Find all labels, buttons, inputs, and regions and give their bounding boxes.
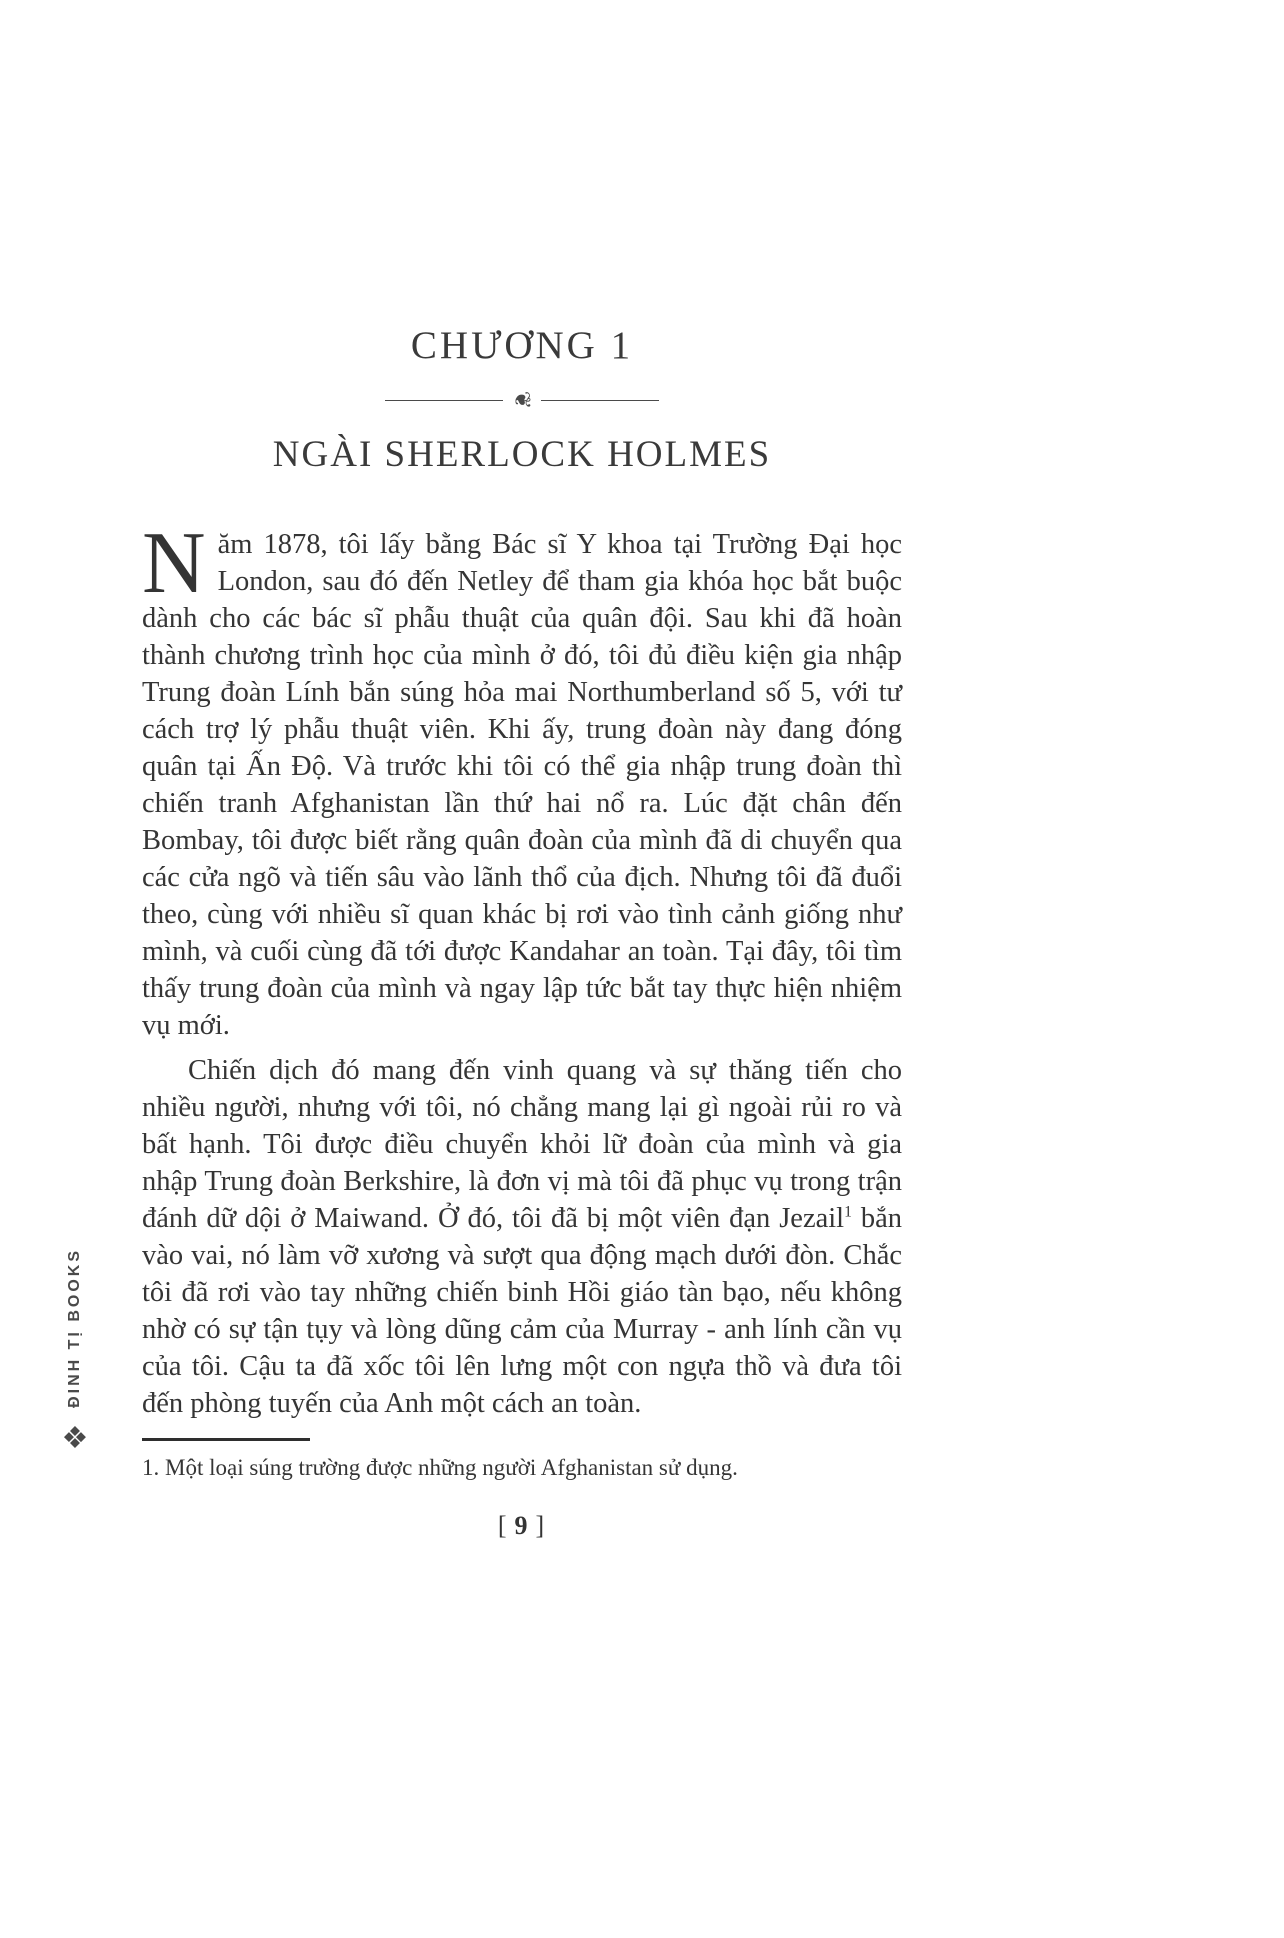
divider-line-right bbox=[541, 400, 659, 401]
floral-ornament-icon: ❦ bbox=[510, 390, 535, 410]
page-number bbox=[142, 1511, 902, 1541]
section-divider bbox=[142, 389, 902, 411]
paragraph-2-text-after: bắn vào vai, nó làm vỡ xương và sượt qua động mạch dưới đòn. Chắc tôi đã rơi vào tay những chiến binh Hồi giáo tàn bạo, nếu không nhờ có sự tận tụy và lòng dũng cảm của Murray - anh lính cần vụ của tôi. Cậu ta đã xốc tôi lên lưng một con ngựa thồ và đưa tôi đến phòng tuyến của Anh một cách an toàn. bbox=[142, 1202, 902, 1419]
publisher-logo-icon: ❖ bbox=[61, 1421, 89, 1455]
footnote-rule bbox=[142, 1438, 310, 1441]
page-number-value: 9 bbox=[514, 1510, 530, 1540]
chapter-label: CHƯƠNG 1 bbox=[410, 324, 634, 367]
divider-line-left bbox=[385, 400, 503, 401]
body-text bbox=[142, 514, 902, 1422]
footnote-reference: 1 bbox=[844, 1203, 852, 1221]
page-number-bracket-right: ] bbox=[535, 1510, 547, 1540]
footnote-block bbox=[142, 1438, 902, 1483]
drop-cap: N bbox=[142, 514, 206, 612]
chapter-title: NGÀI SHERLOCK HOLMES bbox=[272, 434, 772, 475]
publisher-vertical-label: ĐINH TỊ BOOKS bbox=[66, 1248, 83, 1408]
text-column bbox=[142, 0, 902, 1541]
paragraph-2 bbox=[142, 1052, 902, 1422]
publisher-mark bbox=[52, 1248, 98, 1454]
paragraph-1-text: ăm 1878, tôi lấy bằng Bác sĩ Y khoa tại Trường Đại học London, sau đó đến Netley để tham gia khóa học bắt buộc dành cho các bác sĩ phẫu thuật của quân đội. Sau khi đã hoàn thành chương trình học của mình ở đó, tôi đủ điều kiện gia nhập Trung đoàn Lính bắn súng hỏa mai Northumberland số 5, với tư cách trợ lý phẫu thuật viên. Khi ấy, trung đoàn này đang đóng quân tại Ấn Độ. Và trước khi tôi có thể gia nhập trung đoàn thì chiến tranh Afghanistan lần thứ hai nổ ra. Lúc đặt chân đến Bombay, tôi được biết rằng quân đoàn của mình đã di chuyển qua các cửa ngõ và tiến sâu vào lãnh thổ của địch. Nhưng tôi đã đuổi theo, cùng với nhiều sĩ quan khác bị rơi vào tình cảnh giống như mình, và cuối cùng đã tới được Kandahar an toàn. Tại đây, tôi tìm thấy trung đoàn của mình và ngay lập tức bắt tay thực hiện nhiệm vụ mới. bbox=[142, 528, 902, 1041]
paragraph-2-text-before: Chiến dịch đó mang đến vinh quang và sự thăng tiến cho nhiều người, nhưng với tôi, nó chẳng mang lại gì ngoài rủi ro và bất hạnh. Tôi được điều chuyển khỏi lữ đoàn của mình và gia nhập Trung đoàn Berkshire, là đơn vị mà tôi đã phục vụ trong trận đánh dữ dội ở Maiwand. Ở đó, tôi đã bị một viên đạn Jezail bbox=[142, 1054, 902, 1234]
page-number-bracket-left: [ bbox=[497, 1510, 509, 1540]
footnote-text: 1. Một loại súng trường được những người Afghanistan sử dụng. bbox=[142, 1454, 738, 1480]
paragraph-1 bbox=[142, 514, 902, 1044]
